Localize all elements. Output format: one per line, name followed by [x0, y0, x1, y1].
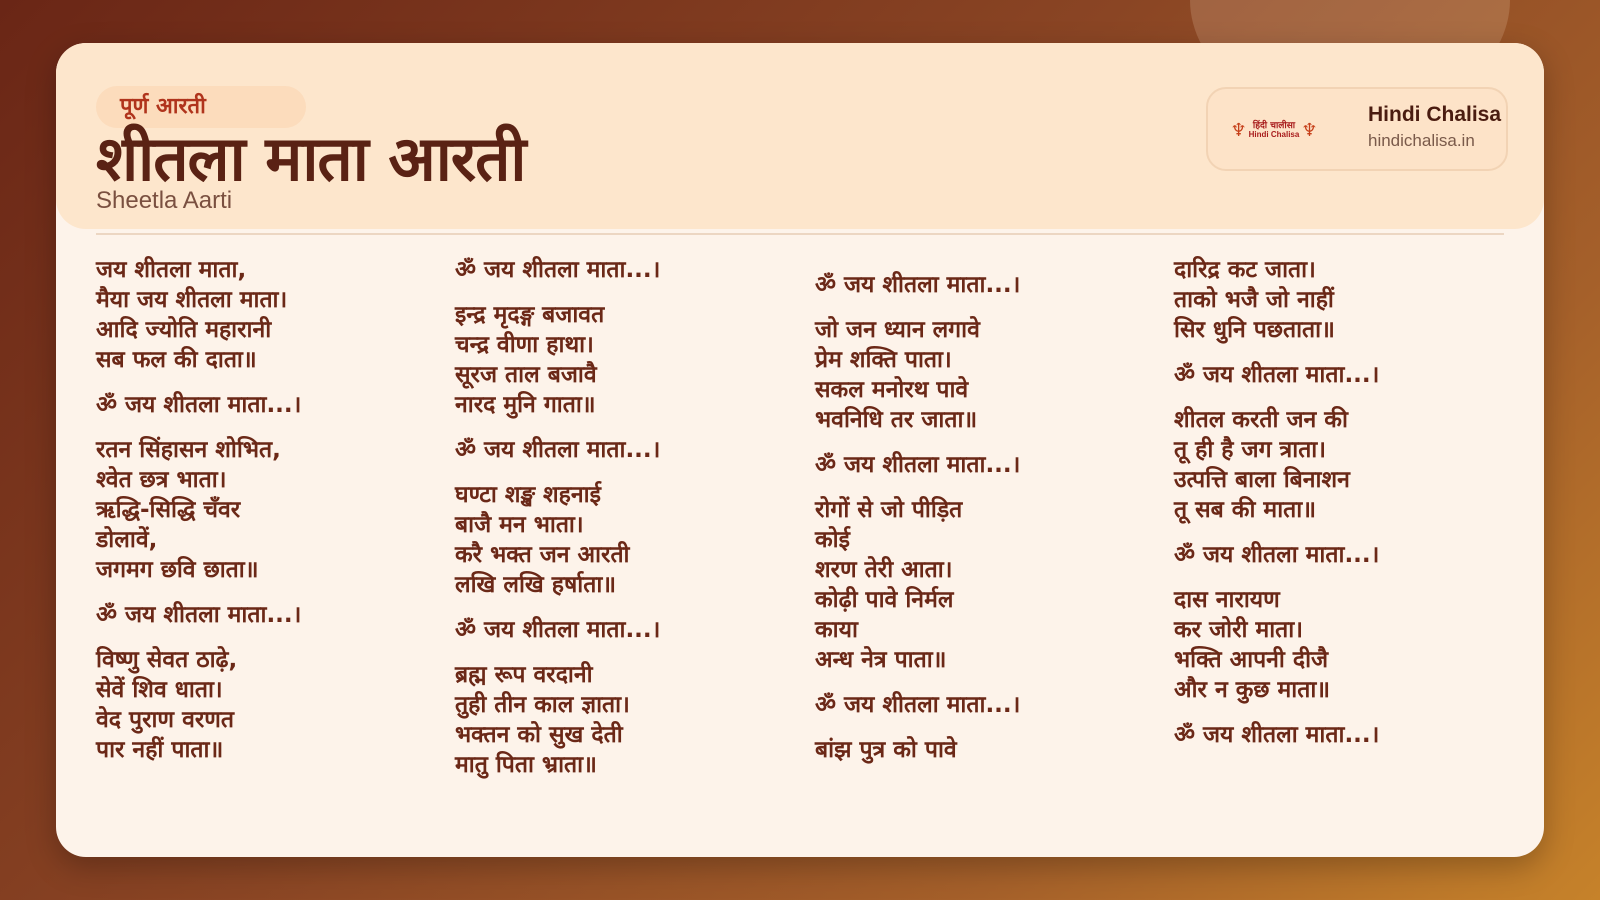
page-subtitle: Sheetla Aarti: [96, 187, 233, 214]
lyric-line: सकल मनोरथ पावे: [815, 377, 969, 403]
lyric-line: ॐ जय शीतला माता...।: [1174, 722, 1380, 748]
lyric-line: सूरज ताल बजावै: [455, 362, 597, 388]
lyric-line: ॐ जय शीतला माता...।: [96, 602, 302, 628]
lyric-line: डोलावें,: [96, 527, 158, 553]
lyric-line: जगमग छवि छाता॥: [96, 557, 259, 583]
lyric-line: बाजै मन भाता।: [455, 512, 584, 538]
lyric-line: भक्तन को सुख देती: [455, 722, 623, 748]
lyric-line: ऋद्धि-सिद्धि चँवर: [96, 497, 241, 523]
refrain-stanza: [96, 390, 446, 420]
lyric-line: वेद पुराण वरणत: [96, 707, 235, 733]
lyric-line: शीतल करती जन की: [1174, 407, 1348, 433]
lyric-line: चन्द्र वीणा हाथा।: [455, 332, 594, 358]
lyric-line: लखि लखि हर्षाता॥: [455, 572, 617, 598]
lyric-line: ॐ जय शीतला माता...।: [815, 452, 1021, 478]
lyric-line: श्वेत छत्र भाता।: [96, 467, 227, 493]
lyric-line: ॐ जय शीतला माता...।: [96, 392, 302, 418]
verse-stanza: [455, 660, 805, 780]
header-divider: [96, 233, 1504, 235]
category-badge: पूर्ण आरती: [96, 86, 306, 128]
aarti-card: [56, 43, 1544, 857]
lyric-line: कोढ़ी पावे निर्मल: [815, 587, 954, 613]
lyric-line: और न कुछ माता॥: [1174, 677, 1331, 703]
verse-stanza: [96, 435, 446, 585]
lyric-line: ॐ जय शीतला माता...।: [455, 257, 661, 283]
lyric-line: ॐ जय शीतला माता...।: [1174, 542, 1380, 568]
logo-hindi-text: हिंदी चालीसा: [1252, 120, 1296, 131]
lyric-line: ताको भजै जो नाहीं: [1174, 287, 1334, 313]
verse-stanza: [1174, 585, 1524, 705]
lyric-line: रतन सिंहासन शोभित,: [96, 437, 281, 463]
lyric-line: इन्द्र मृदङ्ग बजावत: [455, 302, 605, 328]
lyric-line: करै भक्त जन आरती: [455, 542, 630, 568]
lyric-line: भक्ति आपनी दीजै: [1174, 647, 1329, 673]
lyric-line: सब फल की दाता॥: [96, 347, 257, 373]
lyrics-column-2: [455, 255, 805, 795]
lyric-line: काया: [815, 617, 858, 643]
page-title: शीतला माता आरती: [96, 122, 526, 195]
lyric-line: जो जन ध्यान लगावे: [815, 317, 980, 343]
lyric-line: घण्टा शङ्ख शहनाई: [455, 482, 601, 508]
brand-name: Hindi Chalisa: [1368, 103, 1502, 126]
lyric-line: ॐ जय शीतला माता...।: [815, 692, 1021, 718]
lyric-line: ॐ जय शीतला माता...।: [1174, 362, 1380, 388]
lyric-line: तू सब की माता॥: [1174, 497, 1316, 523]
lyric-line: दारिद्र कट जाता।: [1174, 257, 1316, 283]
refrain-stanza: [96, 600, 446, 630]
verse-stanza: [815, 495, 1165, 675]
lyric-line: तू ही है जग त्राता।: [1174, 437, 1326, 463]
lyric-line: मैया जय शीतला माता।: [96, 287, 288, 313]
lyrics-column-4: [1174, 255, 1524, 765]
lyric-line: प्रेम शक्ति पाता।: [815, 347, 952, 373]
logo-english-text: Hindi Chalisa: [1248, 129, 1300, 139]
lyric-line: ब्रह्म रूप वरदानी: [455, 662, 593, 688]
lyric-line: कोई: [815, 527, 850, 553]
trident-icon: ♆: [1301, 119, 1318, 141]
lyric-line: सेवें शिव धाता।: [96, 677, 223, 703]
verse-stanza: [815, 735, 1165, 765]
verse-stanza: [815, 315, 1165, 435]
refrain-stanza: [1174, 360, 1524, 390]
lyric-line: ॐ जय शीतला माता...।: [455, 617, 661, 643]
lyric-line: ॐ जय शीतला माता...।: [455, 437, 661, 463]
lyric-line: विष्णु सेवत ठाढ़े,: [96, 647, 238, 673]
refrain-stanza: [815, 450, 1165, 480]
lyric-line: सिर धुनि पछताता॥: [1174, 317, 1335, 343]
lyric-line: उत्पत्ति बाला बिनाशन: [1174, 467, 1350, 493]
refrain-stanza: [1174, 720, 1524, 750]
verse-stanza: [455, 480, 805, 600]
brand-card[interactable]: [1206, 87, 1508, 171]
refrain-stanza: [815, 270, 1165, 300]
lyric-line: रोगों से जो पीड़ित: [815, 497, 963, 523]
lyric-line: नारद मुनि गाता॥: [455, 392, 596, 418]
card-header: [56, 43, 1544, 229]
lyrics-column-1: [96, 255, 446, 780]
lyric-line: शरण तेरी आता।: [815, 557, 953, 583]
verse-stanza: [1174, 255, 1524, 345]
refrain-stanza: [1174, 540, 1524, 570]
verse-stanza: [96, 255, 446, 375]
lyric-line: ॐ जय शीतला माता...।: [815, 272, 1021, 298]
lyric-line: दास नारायण: [1174, 587, 1280, 613]
brand-logo: [1226, 115, 1322, 145]
lyric-line: कर जोरी माता।: [1174, 617, 1303, 643]
lyric-line: आदि ज्योति महारानी: [96, 317, 272, 343]
lyric-line: जय शीतला माता,: [96, 257, 247, 283]
lyric-line: पार नहीं पाता॥: [96, 737, 224, 763]
refrain-stanza: [455, 255, 805, 285]
refrain-stanza: [455, 435, 805, 465]
lyric-line: मातु पिता भ्राता॥: [455, 752, 597, 778]
lyric-line: तुही तीन काल ज्ञाता।: [455, 692, 630, 718]
refrain-stanza: [455, 615, 805, 645]
refrain-stanza: [815, 690, 1165, 720]
lyric-line: भवनिधि तर जाता॥: [815, 407, 978, 433]
verse-stanza: [96, 645, 446, 765]
verse-stanza: [1174, 405, 1524, 525]
lyrics-column-3: [815, 270, 1165, 780]
verse-stanza: [455, 300, 805, 420]
brand-url[interactable]: hindichalisa.in: [1368, 131, 1475, 150]
trident-icon: ♆: [1230, 119, 1247, 141]
lyric-line: अन्ध नेत्र पाता॥: [815, 647, 947, 673]
lyric-line: बांझ पुत्र को पावे: [815, 737, 957, 763]
